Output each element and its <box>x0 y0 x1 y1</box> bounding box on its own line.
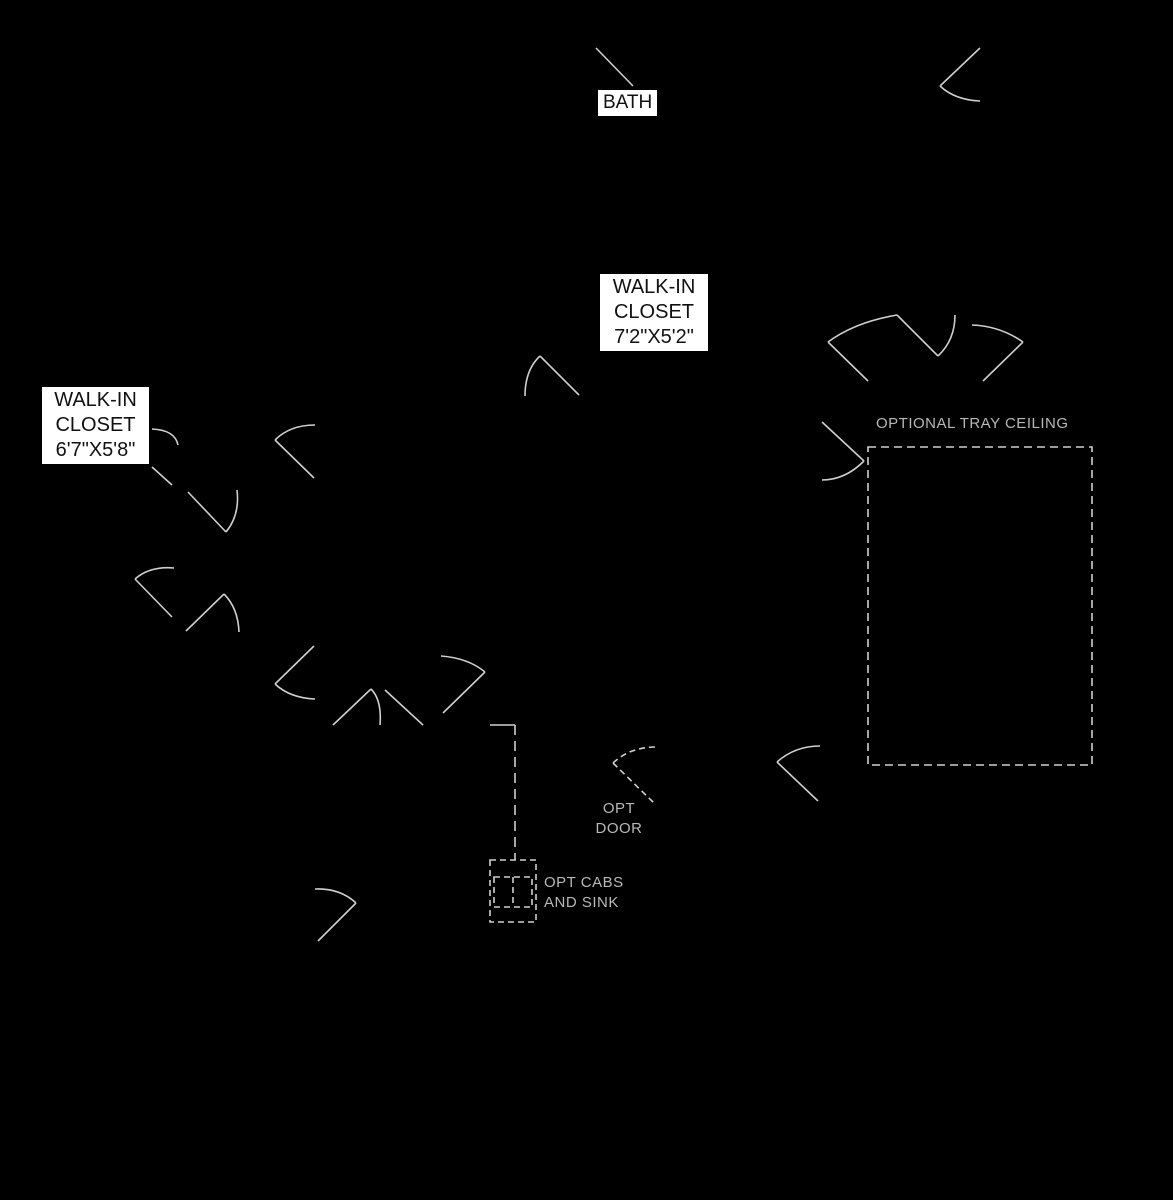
closet-right-dimensions: 7'2"X5'2" <box>614 326 694 348</box>
opt-door-line2: DOOR <box>595 819 643 837</box>
walkin-closet-right-label <box>600 274 708 351</box>
closet-left-line1: WALK-IN <box>54 389 137 411</box>
tray-ceiling-text: OPTIONAL TRAY CEILING <box>876 415 1069 432</box>
walkin-closet-left-label <box>42 387 149 464</box>
door-swing-bath-right <box>940 48 980 101</box>
closet-left-line2: CLOSET <box>55 414 136 436</box>
door-swing-bedroom <box>822 422 864 480</box>
door-swing-left-mid <box>135 568 239 632</box>
door-swing-closet-left <box>152 425 315 532</box>
opt-cabs-sink-label <box>544 873 624 912</box>
bath-label-text: BATH <box>603 92 653 113</box>
door-swing-opt <box>613 747 656 803</box>
opt-door-line1: OPT <box>602 800 636 817</box>
closet-right-line1: WALK-IN <box>612 276 696 298</box>
tray-ceiling-outline <box>868 447 1092 765</box>
door-swing-closet-right <box>525 356 579 396</box>
opt-cabs-line2: AND SINK <box>544 893 619 911</box>
door-swing-lower-right <box>777 746 820 801</box>
opt-cabs-line1: OPT CABS <box>544 874 624 891</box>
door-swing-bottom <box>315 889 356 941</box>
door-swing-lower-cluster <box>275 646 485 725</box>
tray-ceiling-label <box>876 414 1069 434</box>
cabs-sink-symbol <box>490 860 536 922</box>
bath-label <box>598 90 657 116</box>
closet-right-line2: CLOSET <box>613 301 695 323</box>
door-swing-bath-left <box>596 48 633 86</box>
door-swing-double-top <box>828 315 1023 381</box>
opt-door-label <box>588 799 650 838</box>
closet-left-dimensions: 6'7"X5'8" <box>55 439 136 461</box>
